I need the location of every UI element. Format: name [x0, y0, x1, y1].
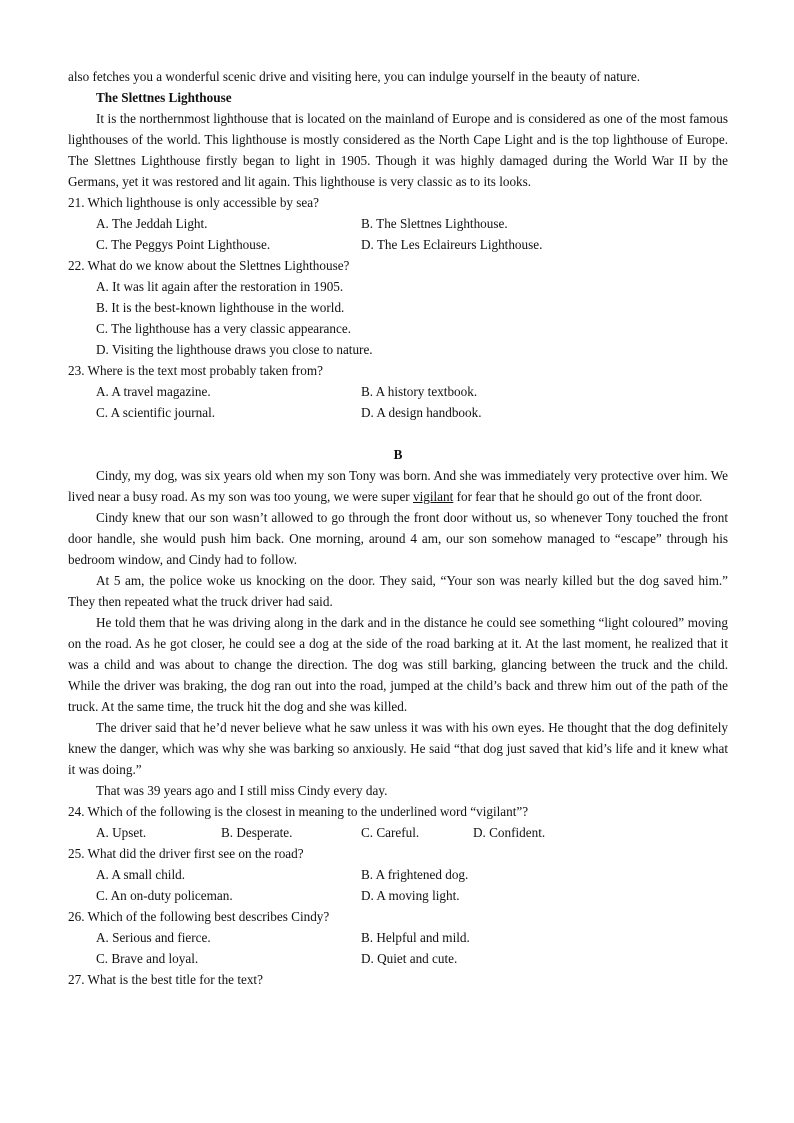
intro-tail-paragraph: also fetches you a wonderful scenic drive and visiting here, you can indulge yourself in the beauty of nature. [68, 69, 641, 84]
option-a: A. Upset. [96, 825, 147, 840]
options-row [68, 213, 728, 234]
option-a: A. The Jeddah Light. [96, 216, 208, 231]
question-stem: 22. What do we know about the Slettnes Lighthouse? [68, 258, 350, 273]
option-b: B. Helpful and mild. [361, 930, 470, 945]
question-24 [68, 801, 728, 843]
option-d: D. A moving light. [361, 888, 460, 903]
question-stem: 24. Which of the following is the closest in meaning to the underlined word “vigilant”? [68, 804, 529, 819]
option-c: C. The Peggys Point Lighthouse. [96, 237, 271, 252]
options-row [68, 822, 728, 843]
question-21 [68, 192, 728, 255]
slettnes-paragraph: It is the northernmost lighthouse that is located on the mainland of Europe and is considered as one of the most famous lighthouses of the world. This lighthouse is mostly considered as the North Cape Light and is the top lighthouse of Europe. The Slettnes Lighthouse firstly began to light in 1905. Though it was highly damaged during the World War II by the Germans, yet it was restored and lit again. This lighthouse is very classic as to its looks. [68, 111, 728, 189]
story-paragraph-6: That was 39 years ago and I still miss Cindy every day. [96, 783, 388, 798]
options-row [68, 927, 728, 948]
question-27 [68, 969, 728, 990]
option-d: D. A design handbook. [361, 405, 482, 420]
option-a: A. A travel magazine. [96, 384, 211, 399]
options-row [68, 864, 728, 885]
option-c: C. A scientific journal. [96, 405, 216, 420]
option-d: D. The Les Eclaireurs Lighthouse. [361, 237, 543, 252]
option-c: C. Brave and loyal. [96, 951, 199, 966]
option-b: B. Desperate. [221, 825, 293, 840]
option-b: B. The Slettnes Lighthouse. [361, 216, 508, 231]
question-25 [68, 843, 728, 906]
section-b-label: B [393, 447, 403, 462]
option-d: D. Quiet and cute. [361, 951, 458, 966]
options-row [68, 885, 728, 906]
slettnes-heading: The Slettnes Lighthouse [96, 90, 232, 105]
question-stem: 23. Where is the text most probably taken from? [68, 363, 324, 378]
question-stem: 27. What is the best title for the text? [68, 972, 263, 987]
option-b: B. A history textbook. [361, 384, 478, 399]
option-d: D. Confident. [473, 825, 546, 840]
paragraph-text: for fear that he should go out of the front door. [453, 489, 703, 504]
option-c: C. Careful. [361, 825, 420, 840]
page-content [68, 66, 728, 990]
question-23 [68, 360, 728, 423]
option-a: A. A small child. [96, 867, 186, 882]
story-paragraph-4: He told them that he was driving along in the dark and in the distance he could see something “light coloured” moving on the road. As he got closer, he could see a dog at the side of the road barking at it. At the last moment, he realized that it was a child and was about to change the direction. The dog was still barking, glancing between the truck and the child. While the driver was braking, the dog ran out into the road, jumped at the child’s back and threw him out of the path of the truck. At the same time, the truck hit the dog and she was killed. [68, 615, 728, 714]
story-paragraph-3: At 5 am, the police woke us knocking on the door. They said, “Your son was nearly killed but the dog saved him.” They then repeated what the truck driver had said. [68, 573, 728, 609]
option-a: A. It was lit again after the restoration in 1905. [96, 279, 344, 294]
option-a: A. Serious and fierce. [96, 930, 211, 945]
option-c: C. The lighthouse has a very classic appearance. [96, 321, 351, 336]
options-row [68, 948, 728, 969]
story-paragraph-2: Cindy knew that our son wasn’t allowed to go through the front door without us, so whenever Tony touched the front door handle, she would push him back. One morning, around 4 am, our son somehow managed to “escape” through his bedroom window, and Cindy had to follow. [68, 510, 728, 567]
option-b: B. A frightened dog. [361, 867, 469, 882]
underlined-word-vigilant: vigilant [413, 489, 454, 504]
paragraph-text: Cindy, my dog, was six years old when my son Tony was born. And she was immediately very protective over him. We lived near a busy road. As my son was too young, we were super [68, 468, 728, 504]
question-stem: 21. Which lighthouse is only accessible by sea? [68, 195, 319, 210]
options-row [68, 402, 728, 423]
option-c: C. An on-duty policeman. [96, 888, 233, 903]
options-row [68, 234, 728, 255]
question-26 [68, 906, 728, 969]
story-paragraph-5: The driver said that he’d never believe what he saw unless it was with his own eyes. He thought that the dog definitely knew the danger, which was why she was barking so anxiously. He said “that dog just saved that kid’s life and it knew what it was doing.” [68, 720, 728, 777]
option-d: D. Visiting the lighthouse draws you close to nature. [96, 342, 373, 357]
options-row [68, 381, 728, 402]
question-stem: 26. Which of the following best describes Cindy? [68, 909, 330, 924]
question-stem: 25. What did the driver first see on the road? [68, 846, 304, 861]
story-paragraph-1 [68, 465, 728, 507]
question-22 [68, 255, 728, 360]
option-b: B. It is the best-known lighthouse in the world. [96, 300, 345, 315]
